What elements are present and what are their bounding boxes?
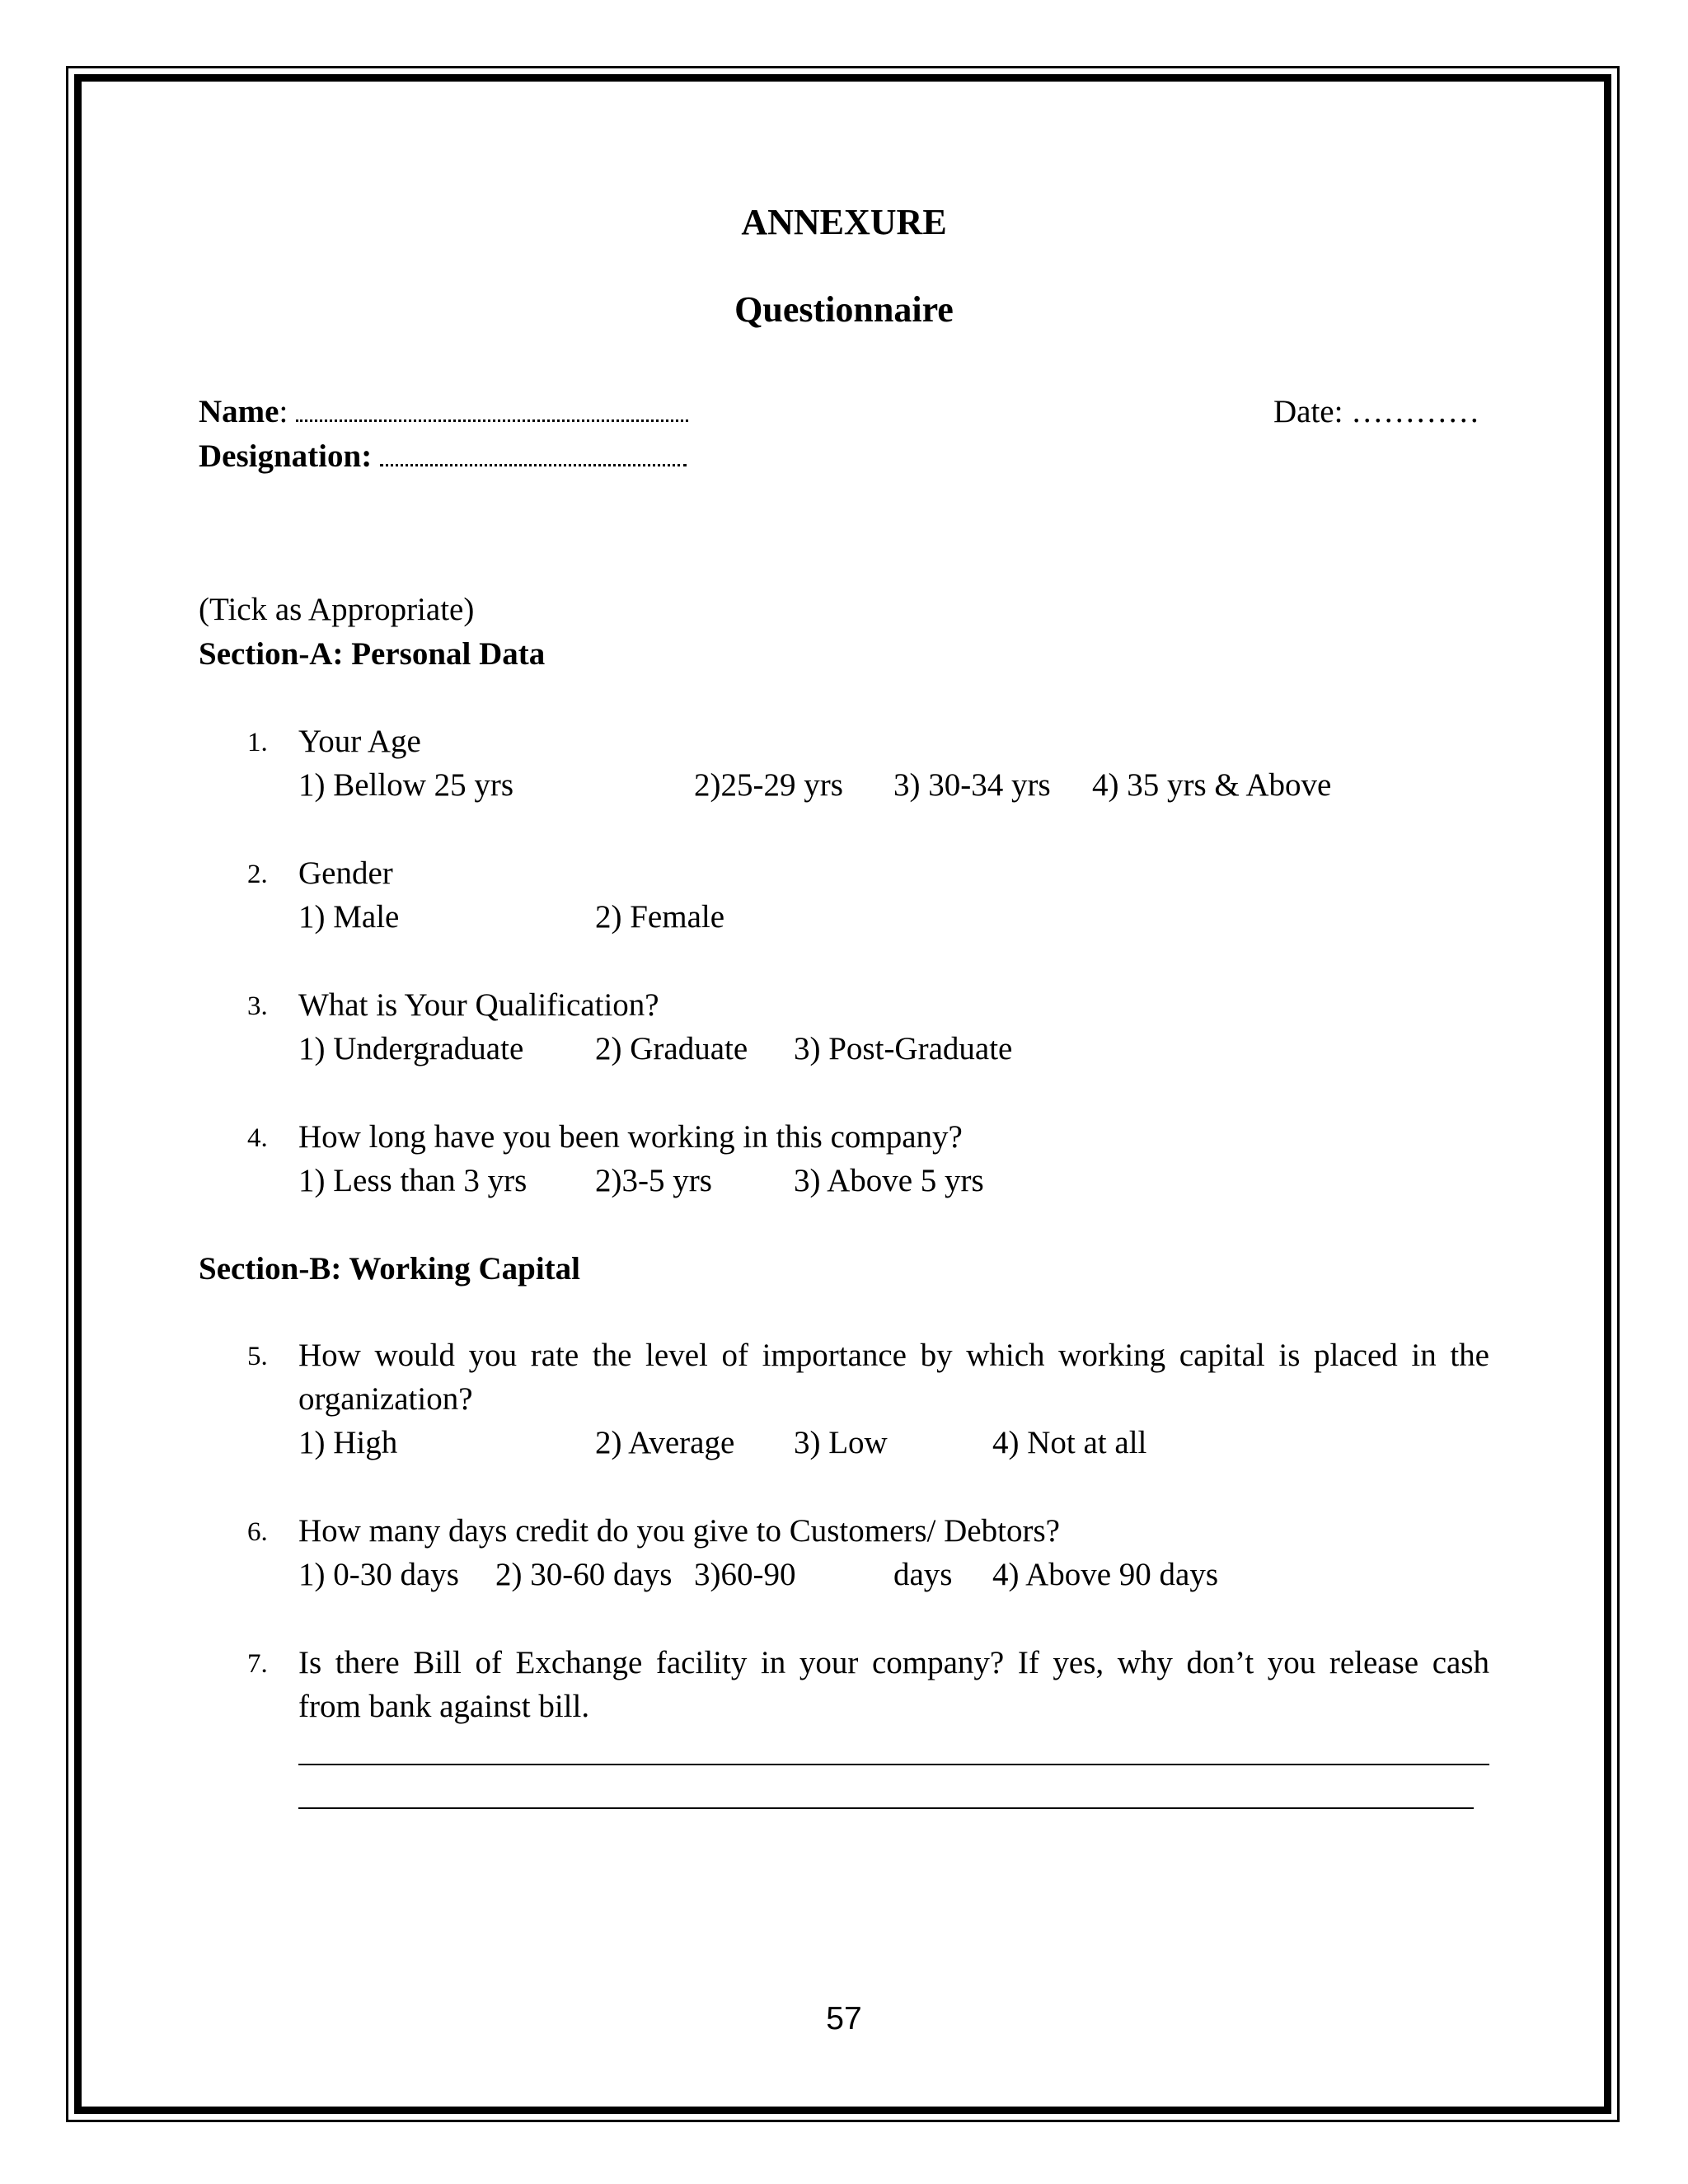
questionnaire-title: Questionnaire (734, 289, 954, 330)
name-label: Name (199, 394, 279, 429)
option[interactable]: 4) 35 yrs & Above (1092, 767, 1332, 803)
question-text: How would you rate the level of importance by which working capital is placed in the (298, 1338, 1489, 1373)
question-number: 3. (247, 991, 268, 1021)
question-text: What is Your Qualification? (298, 987, 659, 1023)
name-field (199, 396, 688, 428)
option[interactable]: 3) 30-34 yrs (893, 767, 1051, 803)
option[interactable]: 2)3-5 yrs (595, 1163, 712, 1198)
option[interactable]: 3) Low (794, 1425, 888, 1460)
question-text: Gender (298, 855, 393, 891)
question-text: Is there Bill of Exchange facility in your company? If yes, why don’t you release cash (298, 1645, 1489, 1680)
option[interactable]: 4) Above 90 days (992, 1557, 1219, 1592)
question-text: How many days credit do you give to Customers/ Debtors? (298, 1513, 1060, 1549)
option[interactable]: 3) Above 5 yrs (794, 1163, 984, 1198)
question-number: 7. (247, 1649, 268, 1679)
option[interactable]: 2)25-29 yrs (694, 767, 843, 803)
option[interactable]: 2) 30-60 days (495, 1557, 673, 1592)
designation-label: Designation: (199, 438, 373, 474)
question-number: 4. (247, 1123, 268, 1153)
option[interactable]: 3)60-90 (694, 1557, 796, 1592)
designation-blank[interactable] (380, 464, 687, 466)
option[interactable]: 2) Average (595, 1425, 735, 1460)
question-text-continued: organization? (298, 1381, 473, 1417)
option[interactable]: 4) Not at all (992, 1425, 1147, 1460)
question-text: Your Age (298, 724, 421, 759)
answer-line[interactable] (298, 1764, 1489, 1765)
annexure-heading: ANNEXURE (741, 202, 947, 242)
option[interactable]: 1) Bellow 25 yrs (298, 767, 514, 803)
option[interactable]: 3) Post-Graduate (794, 1031, 1013, 1066)
question-number: 5. (247, 1342, 268, 1371)
option-suffix: days (893, 1557, 953, 1592)
question-text-continued: from bank against bill. (298, 1689, 590, 1724)
question-number: 2. (247, 860, 268, 889)
option[interactable]: 2) Graduate (595, 1031, 748, 1066)
question-text: How long have you been working in this company? (298, 1119, 963, 1155)
answer-line[interactable] (298, 1807, 1474, 1809)
section-b-title: Section-B: Working Capital (199, 1251, 580, 1286)
option[interactable]: 1) 0-30 days (298, 1557, 459, 1592)
name-colon: : (279, 394, 288, 429)
name-blank[interactable] (296, 419, 688, 422)
designation-field (199, 440, 687, 472)
option[interactable]: 2) Female (595, 899, 725, 935)
section-a-title: Section-A: Personal Data (199, 636, 546, 672)
option[interactable]: 1) Less than 3 yrs (298, 1163, 528, 1198)
question-number: 6. (247, 1517, 268, 1547)
question-number: 1. (247, 728, 268, 757)
option[interactable]: 1) Male (298, 899, 400, 935)
option[interactable]: 1) High (298, 1425, 398, 1460)
page-number: 57 (826, 2001, 862, 2036)
date-field: Date: ………… (1273, 394, 1480, 429)
instruction-text: (Tick as Appropriate) (199, 592, 475, 627)
option[interactable]: 1) Undergraduate (298, 1031, 524, 1066)
